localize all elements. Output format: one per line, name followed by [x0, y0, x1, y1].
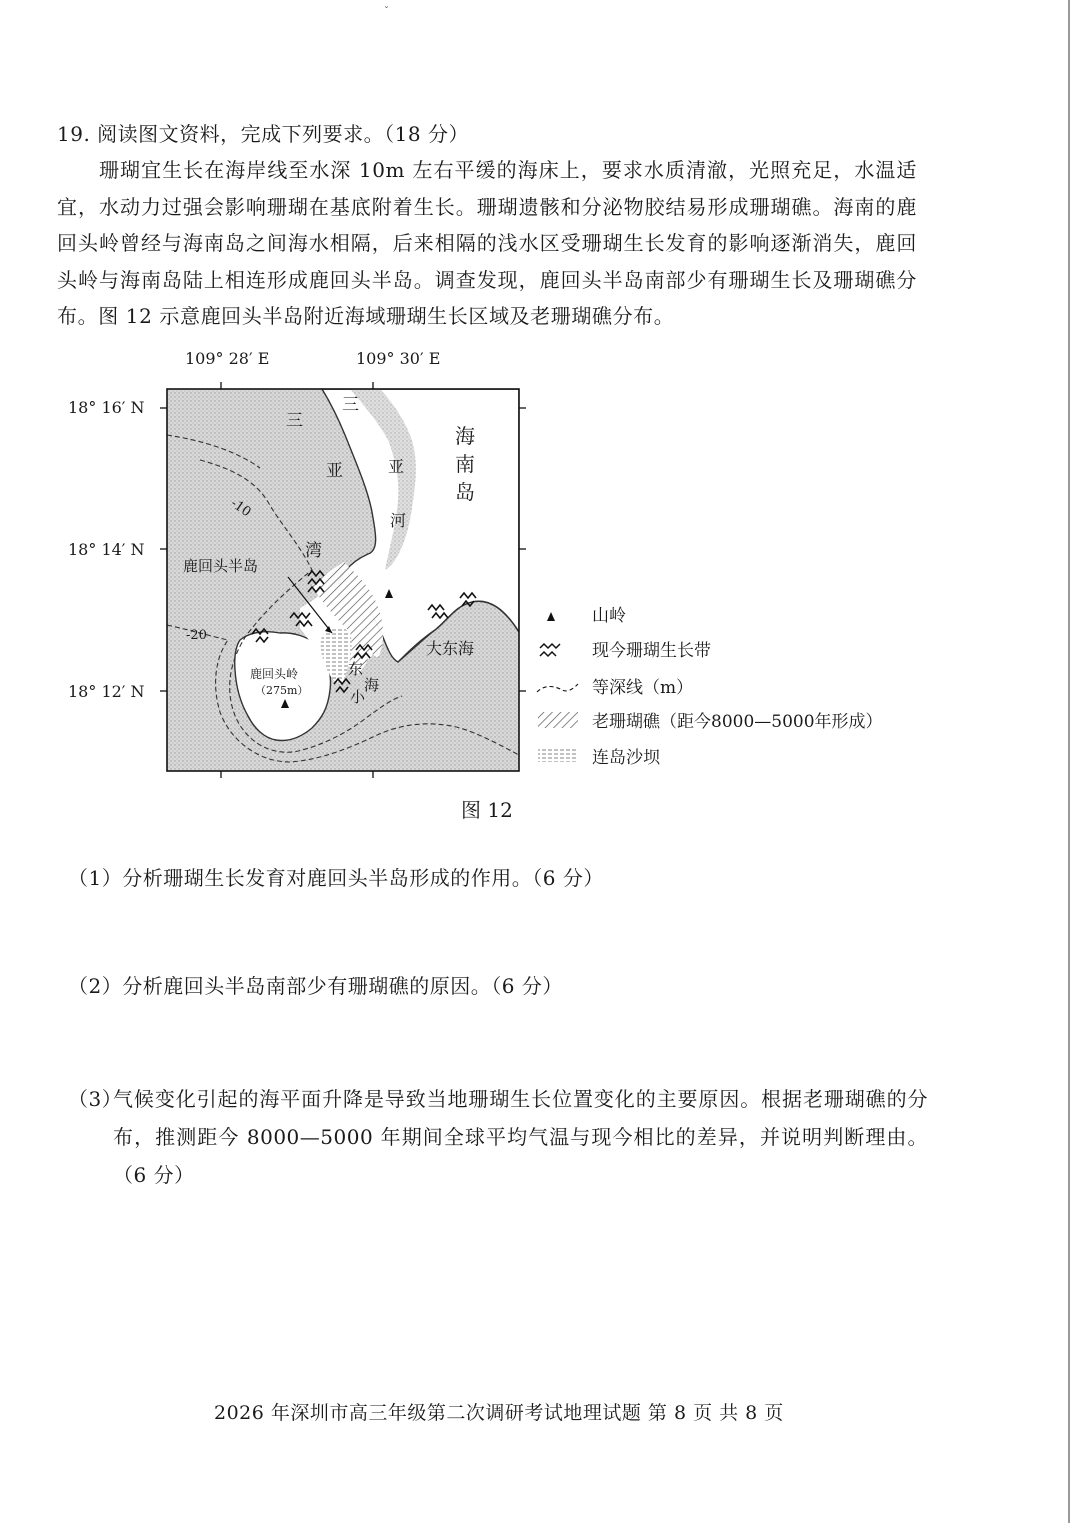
question-title: 19. 阅读图文资料，完成下列要求。（18 分） [57, 122, 469, 146]
legend-label-mountain: 山岭 [592, 606, 626, 626]
label-peninsula: 鹿回头半岛 [183, 557, 259, 575]
label-hainan-3: 岛 [455, 480, 475, 504]
label-ya: 亚 [326, 461, 343, 481]
label-san-1: 三 [286, 411, 303, 431]
lon-label-1: 109° 28′ E [185, 349, 270, 368]
label-hainan-2: 南 [455, 452, 475, 476]
legend-old-reef-icon [538, 712, 578, 728]
legend-label-isobath: 等深线（m） [592, 678, 694, 698]
subquestion-label: （2） [68, 974, 123, 998]
subquestion-text: 分析鹿回头半岛南部少有珊瑚礁的原因。（6 分） [122, 974, 563, 998]
map-legend [537, 606, 883, 768]
legend-label-sandbar: 连岛沙坝 [592, 748, 660, 768]
subquestion-text: 分析珊瑚生长发育对鹿回头半岛形成的作用。（6 分） [122, 866, 604, 890]
subquestion-2 [68, 970, 563, 999]
legend-mountain-icon [547, 612, 555, 621]
page-footer: 2026 年深圳市高三年级第二次调研考试地理试题 第 8 页 共 8 页 [214, 1402, 784, 1424]
scan-mark: ˇ [384, 6, 389, 17]
subquestion-1 [68, 862, 604, 891]
figure-caption: 图 12 [461, 798, 513, 822]
label-san-2: 三 [342, 395, 359, 415]
label-ridge-height: （275m） [255, 684, 309, 697]
lat-label-2: 18° 14′ N [68, 540, 145, 559]
legend-label-coral: 现今珊瑚生长带 [592, 641, 711, 661]
subquestion-label: （3） [68, 1087, 123, 1111]
contour-label-10: -10 [227, 495, 254, 521]
contour-label-20: -20 [186, 628, 207, 643]
question-paragraph: 珊瑚宜生长在海岸线至水深 10m 左右平缓的海床上，要求水质清澈，光照充足，水温适宜，水动力过强会影响珊瑚在基底附着生长。珊瑚遗骸和分泌物胶结易形成珊瑚礁。海南的鹿回头岭曾经与海南岛之间海水相隔，后来相隔的浅水区受珊瑚生长发育的影响逐渐消失，鹿回头岭与海南岛陆上相连形成鹿回头半岛。调查发现，鹿回头半岛南部少有珊瑚生长及珊瑚礁分布。图 12 示意鹿回头半岛附近海域珊瑚生长区域及老珊瑚礁分布。 [57, 158, 917, 328]
label-dadonghai: 大东海 [426, 639, 475, 658]
lon-label-2: 109° 30′ E [356, 349, 441, 368]
label-bay: 湾 [305, 541, 322, 561]
subquestion-label: （1） [68, 866, 123, 890]
legend-sandbar-icon [538, 748, 578, 762]
legend-isobath-icon [537, 684, 578, 692]
legend-label-old-reef: 老珊瑚礁（距今8000—5000年形成） [592, 712, 883, 732]
label-ridge: 鹿回头岭 [250, 667, 299, 681]
label-river-ya: 亚 [388, 457, 405, 476]
page-edge [1068, 0, 1070, 1523]
label-river-he: 河 [390, 511, 407, 530]
legend-coral-icon [540, 644, 560, 656]
figure-12-map [50, 340, 930, 785]
label-hainan-1: 海 [455, 424, 475, 448]
lat-label-3: 18° 12′ N [68, 682, 145, 701]
label-xiao: 小 [350, 688, 366, 706]
subquestion-text: 气候变化引起的海平面升降是导致当地珊瑚生长位置变化的主要原因。根据老珊瑚礁的分布，推测距今 8000—5000 年期间全球平均气温与现今相比的差异，并说明判断理由。（6 分） [113, 1087, 928, 1187]
lat-label-1: 18° 16′ N [68, 398, 145, 417]
label-hai: 海 [364, 676, 380, 694]
label-dong: 东 [348, 660, 364, 678]
